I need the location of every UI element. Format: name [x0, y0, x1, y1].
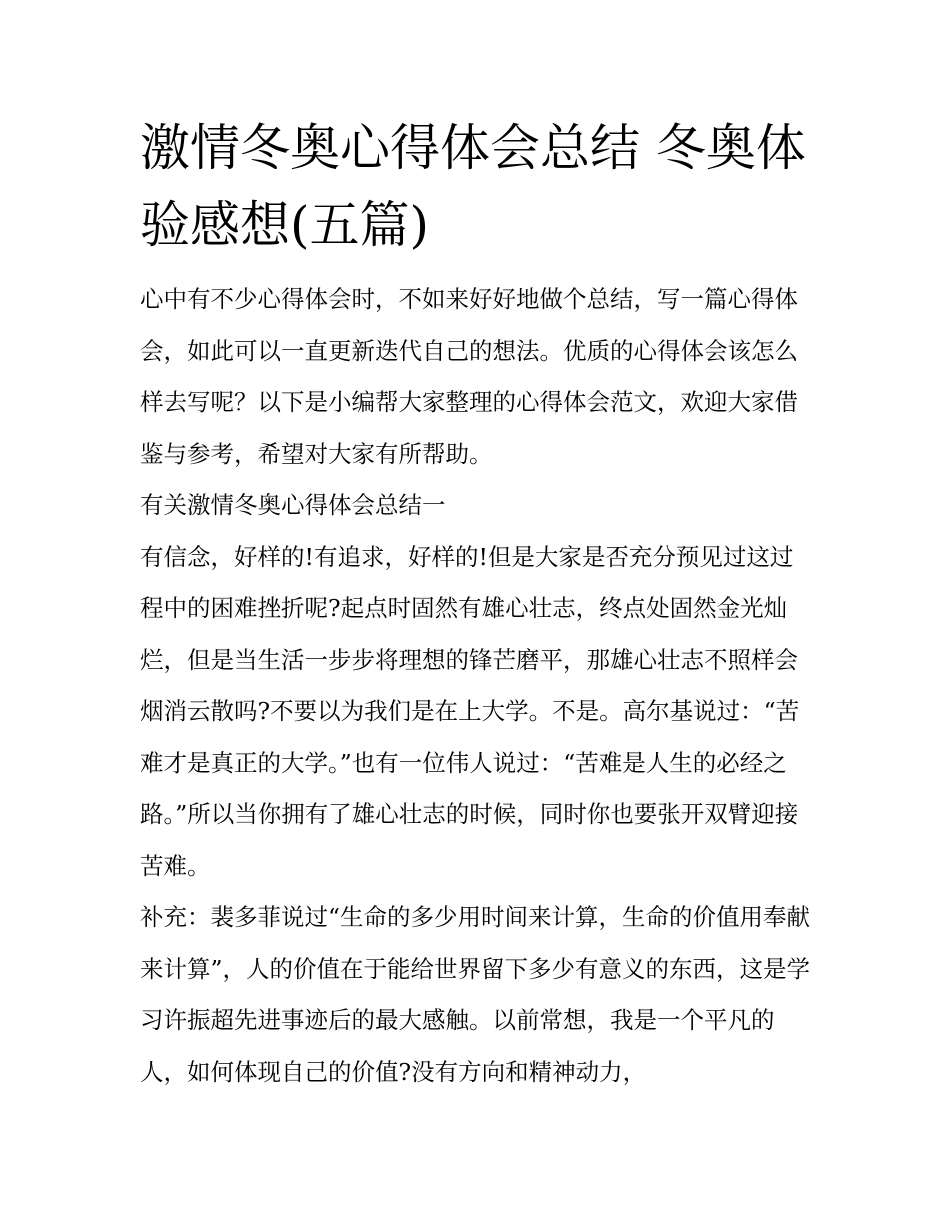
section-heading: 有关激情冬奥心得体会总结一: [140, 491, 446, 519]
intro-paragraph: 心中有不少心得体会时，不如来好好地做个总结，写一篇心得体会，如此可以一直更新迭代自己的想法。优质的心得体会该怎么样去写呢？以下是小编帮大家整理的心得体会范文，欢迎大家借鉴与参考，希望对大家有所帮助。: [140, 285, 798, 468]
document-page: [140, 110, 812, 1098]
body-paragraph-2: 补充：裴多菲说过“生命的多少用时间来计算，生命的价值用奉献来计算”，人的价值在于能给世界留下多少有意义的东西，这是学习许振超先进事迹后的最大感触。以前常想，我是一个平凡的人，如何体现自己的价值?没有方向和精神动力，: [140, 903, 811, 1086]
document-title: 激情冬奥心得体会总结 冬奥体验感想(五篇): [140, 119, 806, 254]
body-paragraph-1: 有信念，好样的!有追求，好样的!但是大家是否充分预见过这过程中的困难挫折呢?起点时固然有雄心壮志，终点处固然金光灿烂，但是当生活一步步将理想的锋芒磨平，那雄心壮志不照样会烟消云散吗?不要以为我们是在上大学。不是。高尔基说过：“苦难才是真正的大学。”也有一位伟人说过：“苦难是人生的必经之路。”所以当你拥有了雄心壮志的时候，同时你也要张开双臂迎接苦难。: [140, 542, 800, 880]
